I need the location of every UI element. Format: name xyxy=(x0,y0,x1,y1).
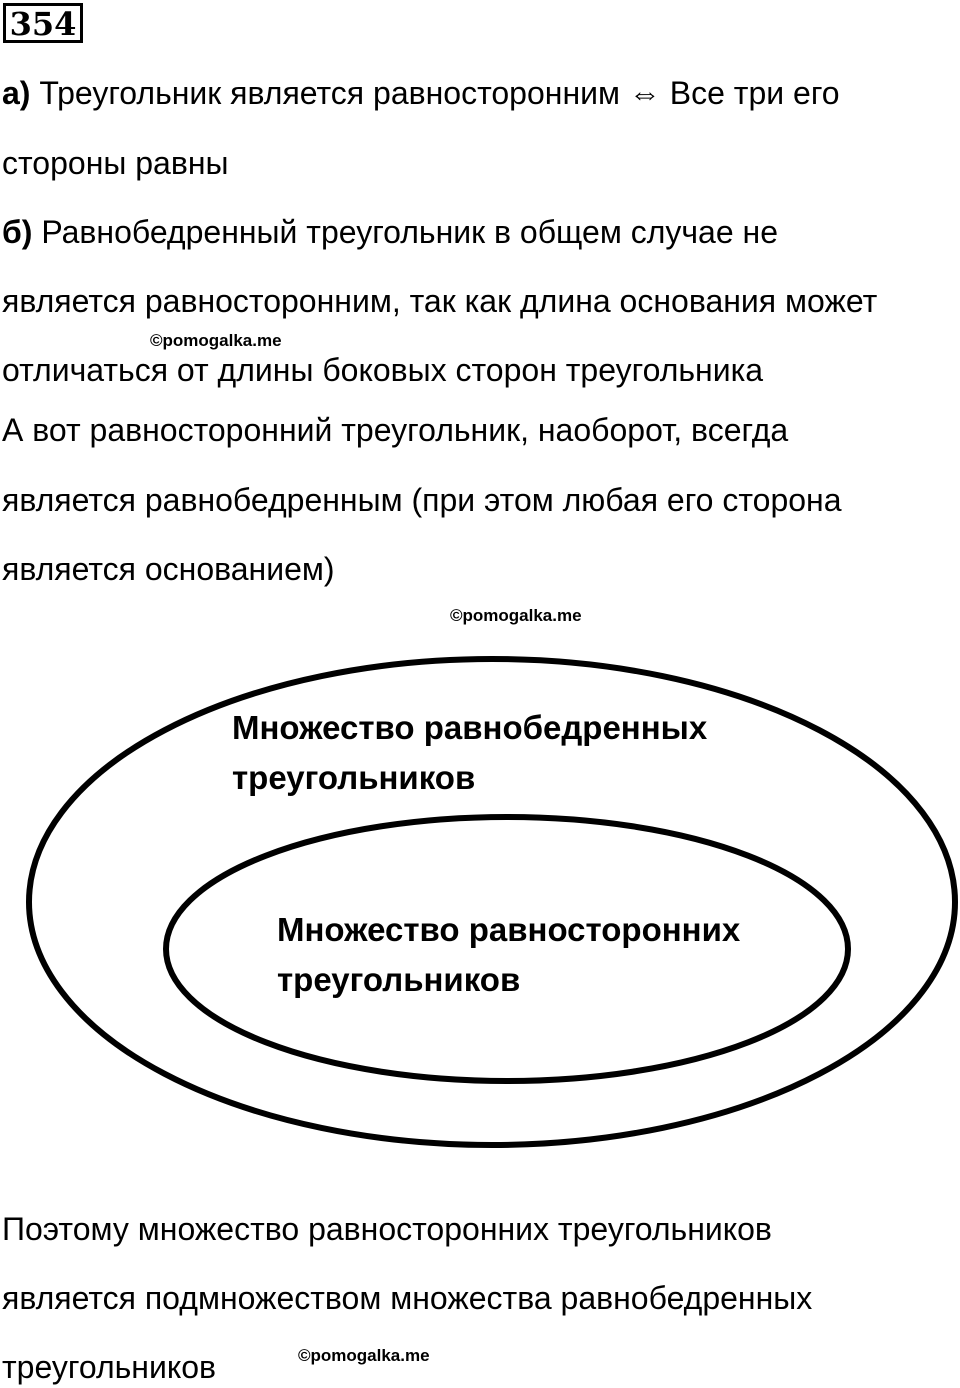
conclusion-line-3: треугольников xyxy=(2,1349,216,1385)
watermark-2: ©pomogalka.me xyxy=(450,606,582,625)
conclusion-line-2: является подмножеством множества равнобедренных xyxy=(2,1280,813,1316)
part-a-line-1 xyxy=(2,73,840,113)
inner-set-label-line-2: треугольников xyxy=(277,961,521,998)
part-b-line-5: является равнобедренным (при этом любая его сторона xyxy=(2,482,842,518)
part-a-marker: а) xyxy=(2,75,31,111)
watermark-1: ©pomogalka.me xyxy=(150,331,282,350)
task-number: 354 xyxy=(3,3,83,43)
conclusion-line-1: Поэтому множество равносторонних треугольников xyxy=(2,1211,772,1247)
part-b-line-4: А вот равносторонний треугольник, наоборот, всегда xyxy=(2,412,789,448)
part-b-text-1: Равнобедренный треугольник в общем случае не xyxy=(32,214,778,250)
part-a-line-2: стороны равны xyxy=(2,145,229,181)
part-b-marker: б) xyxy=(2,214,33,250)
part-a-text-1: Треугольник является равносторонним ⇔ Все три его xyxy=(30,75,840,111)
part-b-line-2: является равносторонним, так как длина основания может xyxy=(2,283,878,319)
outer-set-label-line-2: треугольников xyxy=(232,759,476,796)
outer-set-label-line-1: Множество равнобедренных xyxy=(232,709,708,746)
part-b-line-3: отличаться от длины боковых сторон треугольника xyxy=(2,352,764,388)
set-diagram xyxy=(0,640,960,1160)
part-b-line-1 xyxy=(2,212,778,252)
part-b-line-6: является основанием) xyxy=(2,551,335,587)
inner-set-label-line-1: Множество равносторонних xyxy=(277,911,741,948)
watermark-3: ©pomogalka.me xyxy=(298,1346,430,1365)
